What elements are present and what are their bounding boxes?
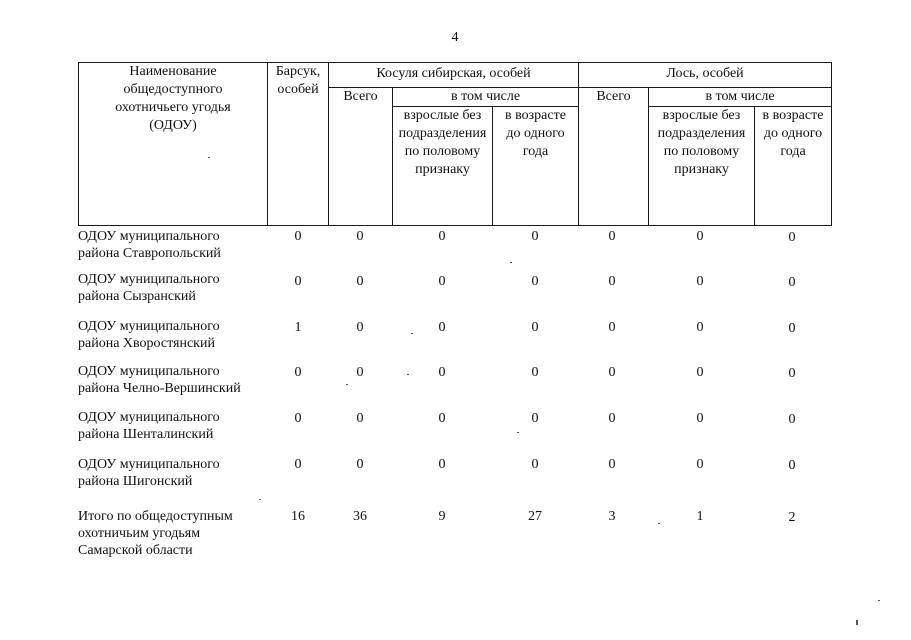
row-name: ОДОУ муниципального района Сызранский — [78, 272, 220, 304]
header-roe-incl: в том числе — [450, 89, 521, 104]
value-roe-adult: 0 — [438, 274, 446, 289]
value-moose-adult: 0 — [696, 229, 704, 244]
page-number: 4 — [451, 30, 459, 45]
value-moose-adult: 0 — [696, 457, 704, 472]
row-name: ОДОУ муниципального района Шигонский — [78, 457, 220, 489]
value-roe-total: 36 — [353, 509, 367, 524]
value-moose-total: 0 — [608, 274, 616, 289]
value-roe-adult: 0 — [438, 365, 446, 380]
header-roe-young: в возрасте до одного года — [505, 108, 566, 159]
value-roe-total: 0 — [356, 229, 364, 244]
value-roe-total: 0 — [356, 320, 364, 335]
value-moose-young: 0 — [788, 366, 796, 381]
row-name: ОДОУ муниципального района Челно-Вершинский — [78, 364, 241, 396]
value-moose-young: 0 — [788, 275, 796, 290]
value-roe-young: 0 — [531, 457, 539, 472]
value-moose-total: 3 — [608, 509, 616, 524]
value-roe-young: 0 — [531, 229, 539, 244]
value-badger: 0 — [294, 274, 302, 289]
header-moose-adult: взрослые без подразделения по половому признаку — [657, 108, 746, 177]
row-name-total: Итого по общедоступным охотничьим угодьям Самарской области — [78, 509, 233, 558]
scan-speck — [208, 157, 210, 158]
header-roe-group: Косуля сибирская, особей — [376, 66, 531, 81]
scan-speck — [510, 262, 512, 263]
value-roe-adult: 0 — [438, 411, 446, 426]
header-moose-young: в возрасте до одного года — [762, 108, 824, 159]
value-moose-total: 0 — [608, 320, 616, 335]
scan-speck — [346, 384, 348, 385]
scan-speck — [411, 333, 413, 334]
value-moose-total: 0 — [608, 457, 616, 472]
value-roe-young: 0 — [531, 411, 539, 426]
value-moose-adult: 0 — [696, 411, 704, 426]
value-badger: 1 — [294, 320, 302, 335]
value-roe-young: 0 — [531, 274, 539, 289]
value-roe-total: 0 — [356, 411, 364, 426]
header-name: Наименование общедоступного охотничьего угодья (ОДОУ) — [115, 64, 231, 133]
scan-speck — [407, 374, 409, 375]
value-moose-adult: 0 — [696, 320, 704, 335]
value-roe-young: 0 — [531, 365, 539, 380]
value-moose-young: 0 — [788, 230, 796, 245]
value-moose-total: 0 — [608, 229, 616, 244]
value-roe-young: 27 — [528, 509, 542, 524]
value-roe-adult: 0 — [438, 320, 446, 335]
grid-bottom-line — [78, 225, 831, 226]
row-name: ОДОУ муниципального района Шенталинский — [78, 410, 220, 442]
header-moose-incl: в том числе — [705, 89, 775, 104]
grid-vline-right — [831, 62, 832, 226]
grid-vline-left — [78, 62, 79, 226]
value-badger: 0 — [294, 365, 302, 380]
value-moose-adult: 1 — [696, 509, 704, 524]
scan-speck — [878, 600, 880, 601]
value-moose-young: 0 — [788, 458, 796, 473]
header-roe-adult: взрослые без подразделения по половому признаку — [398, 108, 487, 177]
value-roe-total: 0 — [356, 365, 364, 380]
value-moose-total: 0 — [608, 365, 616, 380]
value-roe-adult: 9 — [438, 509, 446, 524]
value-badger: 0 — [294, 229, 302, 244]
value-moose-adult: 0 — [696, 365, 704, 380]
row-name: ОДОУ муниципального района Ставропольский — [78, 229, 221, 261]
value-moose-young: 0 — [788, 412, 796, 427]
scan-speck — [517, 432, 519, 433]
value-roe-adult: 0 — [438, 229, 446, 244]
value-badger: 0 — [294, 457, 302, 472]
value-badger: 16 — [291, 509, 305, 524]
grid-vline-badger — [328, 62, 329, 226]
grid-vline-roe-end — [578, 62, 579, 226]
value-roe-young: 0 — [531, 320, 539, 335]
header-roe-total: Всего — [343, 89, 378, 104]
value-roe-adult: 0 — [438, 457, 446, 472]
value-moose-adult: 0 — [696, 274, 704, 289]
value-badger: 0 — [294, 411, 302, 426]
value-moose-total: 0 — [608, 411, 616, 426]
value-moose-young: 2 — [788, 510, 796, 525]
header-moose-group: Лось, особей — [666, 66, 744, 81]
scan-speck — [259, 499, 261, 500]
value-roe-total: 0 — [356, 457, 364, 472]
scan-speck — [856, 620, 858, 625]
header-moose-total: Всего — [596, 89, 631, 104]
value-moose-young: 0 — [788, 321, 796, 336]
row-name: ОДОУ муниципального района Хворостянский — [78, 319, 220, 351]
header-badger: Барсук, особей — [275, 64, 321, 97]
value-roe-total: 0 — [356, 274, 364, 289]
scan-speck — [658, 523, 660, 524]
